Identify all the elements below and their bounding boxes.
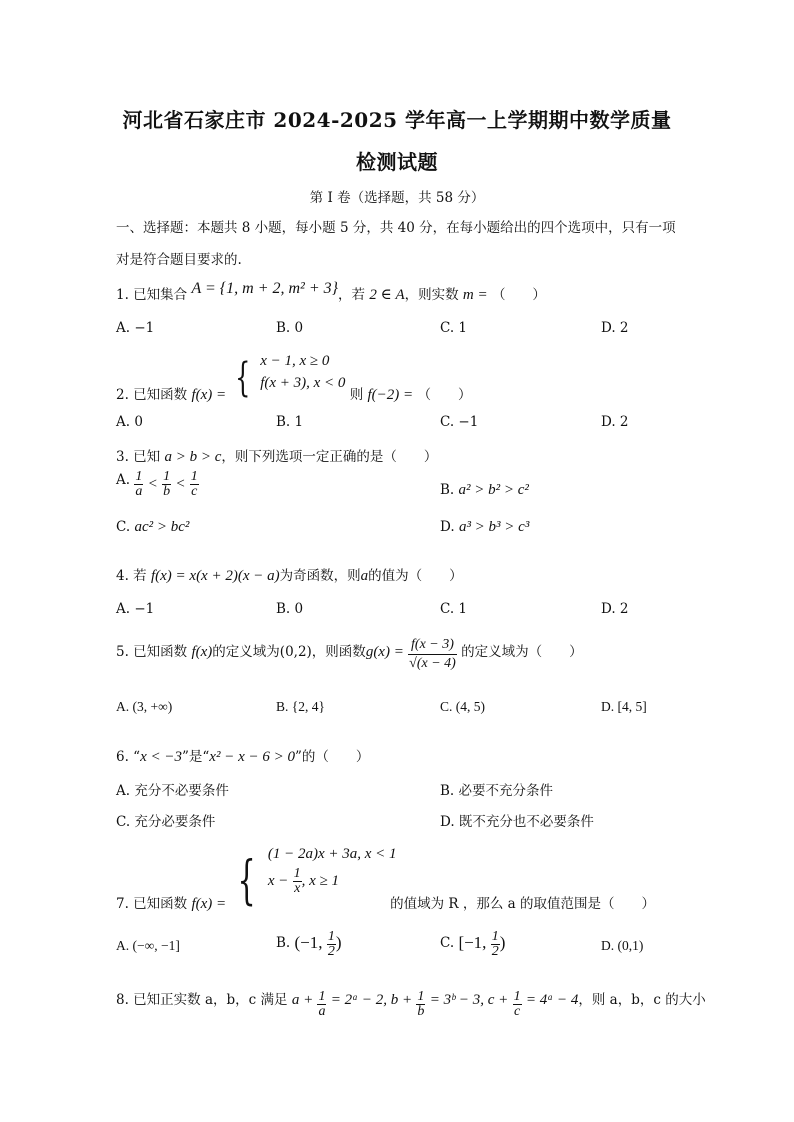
q1-set: A = {1, m + 2, m² + 3}: [191, 280, 339, 297]
q7-option-a: A. (−∞, −1]: [116, 938, 180, 953]
q5-fraction: $\frac{f(x - 3)}{√(x - 4)}$: [409, 637, 456, 671]
q2-option-b: B. 1: [276, 414, 304, 430]
question-7-stem: 7. 已知函数 f(x) = { (1 − 2a)x + 3a, x < 1 x − $\frac{1}{x}$ , x ≥ 1 的值域为 R ，那么 a 的取值范围是（ ）: [116, 846, 656, 912]
q2-paren: （ ）: [417, 387, 472, 403]
q1-mid: ，若: [338, 287, 366, 303]
question-1-stem: [116, 280, 546, 304]
q3-option-c: C. ac² > bc²: [116, 519, 190, 535]
q4-var: a: [360, 568, 369, 584]
q6-option-b: B. 必要不充分条件: [440, 783, 554, 799]
q1-option-d: D. 2: [601, 320, 629, 336]
q5-option-c: C. (4, 5): [440, 699, 485, 714]
q2-func: f(x) =: [191, 387, 227, 403]
q2-cases: [260, 350, 345, 394]
q7-brace: {: [237, 851, 257, 911]
q4-option-b: B. 0: [276, 601, 304, 617]
q5-func: f(x): [191, 644, 213, 660]
q1-option-c: C. 1: [440, 320, 468, 336]
title-line-2: 检测试题: [356, 150, 438, 174]
question-8-stem: 8. 已知正实数 a，b，c 满足 a + $\frac{1}{a}$ = 2ᵃ − 2, b + $\frac{1}{b}$ = 3ᵇ − 3, c + $\frac{1}{c}$ = 4ᵃ − 4，则 a，b，c 的大小: [116, 989, 706, 1019]
q3-suffix: ，则下列选项一定正确的是（ ）: [221, 449, 438, 465]
q8-frac-c: $\frac{1}{c}$: [513, 989, 521, 1019]
q8-frac-b: $\frac{1}{b}$: [417, 989, 425, 1019]
q3-frac-1: $\frac{1}{a}$: [135, 469, 143, 499]
q8-frac-a: $\frac{1}{a}$: [318, 989, 326, 1019]
q5-g: g(x) =: [365, 644, 404, 660]
q7-option-b: B. (−1, $\frac{1}{2}$ ): [276, 929, 342, 959]
q6-option-a: A. 充分不必要条件: [116, 783, 229, 799]
q5-option-a: A. (3, +∞): [116, 699, 173, 714]
q4-option-a: A. −1: [116, 601, 155, 617]
q1-option-a: A. −1: [116, 320, 155, 336]
q5-option-d: D. [4, 5]: [601, 699, 647, 714]
question-2-stem: [116, 350, 472, 403]
q4-option-d: D. 2: [601, 601, 629, 617]
q6-option-d: D. 既不充分也不必要条件: [440, 814, 594, 830]
q6-cond-2: x² − x − 6 > 0: [209, 749, 295, 765]
q3-option-a-label: A.: [116, 472, 131, 488]
q3-option-d-math: a³ > b³ > c³: [458, 519, 530, 535]
q7-option-c-frac: $\frac{1}{2}$: [491, 929, 499, 959]
instructions-line-1: 一、选择题：本题共 8 小题，每小题 5 分，共 40 分，在每小题给出的四个选项中，只有一项: [116, 220, 676, 236]
q1-cond: 2 ∈ A: [369, 287, 405, 303]
q7-case-2-frac: $\frac{1}{x}$: [293, 866, 301, 896]
q3-option-a: A. $\frac{1}{a}$ < $\frac{1}{b}$ < $\frac{1}{c}$: [116, 469, 198, 499]
q4-func: f(x) = x(x + 2)(x − a): [150, 568, 280, 584]
q7-option-c: C. [−1, $\frac{1}{2}$ ): [440, 929, 506, 959]
question-5-stem: 5. 已知函数 f(x)的定义域为(0,2)，则函数g(x) = $\frac{f(x - 3)}{√(x - 4)}$ 的定义域为（ ）: [116, 637, 583, 671]
q2-case-1: x − 1, x ≥ 0: [260, 353, 330, 369]
q7-cases: [267, 845, 397, 896]
q3-option-b: B. a² > b² > c²: [440, 482, 529, 498]
q2-brace: {: [235, 355, 251, 401]
q2-option-c: C. −1: [440, 414, 479, 430]
q3-option-b-math: a² > b² > c²: [458, 482, 529, 498]
q2-prefix: 2. 已知函数: [116, 387, 188, 403]
q3-frac-3: $\frac{1}{c}$: [190, 469, 198, 499]
question-3-stem: [116, 445, 437, 466]
q6-option-c: C. 充分必要条件: [116, 814, 216, 830]
instructions-line-2: 对是符合题目要求的.: [116, 252, 242, 268]
q6-cond-1: x < −3: [140, 749, 182, 765]
question-6-stem: 6. “x < −3”是“x² − x − 6 > 0”的（ ）: [116, 749, 370, 765]
q2-case-2: f(x + 3), x < 0: [260, 375, 346, 391]
q3-prefix: 3. 已知: [116, 449, 161, 465]
question-4-stem: 4. 若 f(x) = x(x + 2)(x − a)为奇函数，则a的值为（ ）: [116, 568, 463, 584]
q4-option-c: C. 1: [440, 601, 468, 617]
q7-option-d: D. (0,1): [601, 938, 644, 953]
q2-option-d: D. 2: [601, 414, 629, 430]
title-line-1: 河北省石家庄市 2024-2025 学年高一上学期期中数学质量: [122, 108, 672, 132]
q3-option-c-math: ac² > bc²: [134, 519, 190, 535]
q2-option-a: A. 0: [116, 414, 143, 430]
q7-option-b-frac: $\frac{1}{2}$: [327, 929, 335, 959]
q5-option-b: B. {2, 4}: [276, 699, 325, 714]
q7-case-2: x − $\frac{1}{x}$ , x ≥ 1: [267, 866, 340, 896]
q1-ask: m =: [462, 287, 488, 303]
q3-math: a > b > c: [164, 449, 222, 465]
q1-suffix: ，则实数: [404, 287, 459, 303]
q2-mid: 则: [349, 387, 364, 403]
q1-paren: （ ）: [491, 287, 546, 303]
q2-ask: f(−2) =: [367, 387, 414, 403]
q1-option-b: B. 0: [276, 320, 304, 336]
q7-case-1: (1 − 2a)x + 3a, x < 1: [267, 846, 397, 862]
q7-func: f(x) =: [191, 896, 227, 912]
q3-frac-2: $\frac{1}{b}$: [163, 469, 171, 499]
q3-option-d: D. a³ > b³ > c³: [440, 519, 530, 535]
section-header: 第 I 卷（选择题，共 58 分）: [309, 190, 485, 206]
q1-prefix: 1. 已知集合: [116, 287, 188, 303]
